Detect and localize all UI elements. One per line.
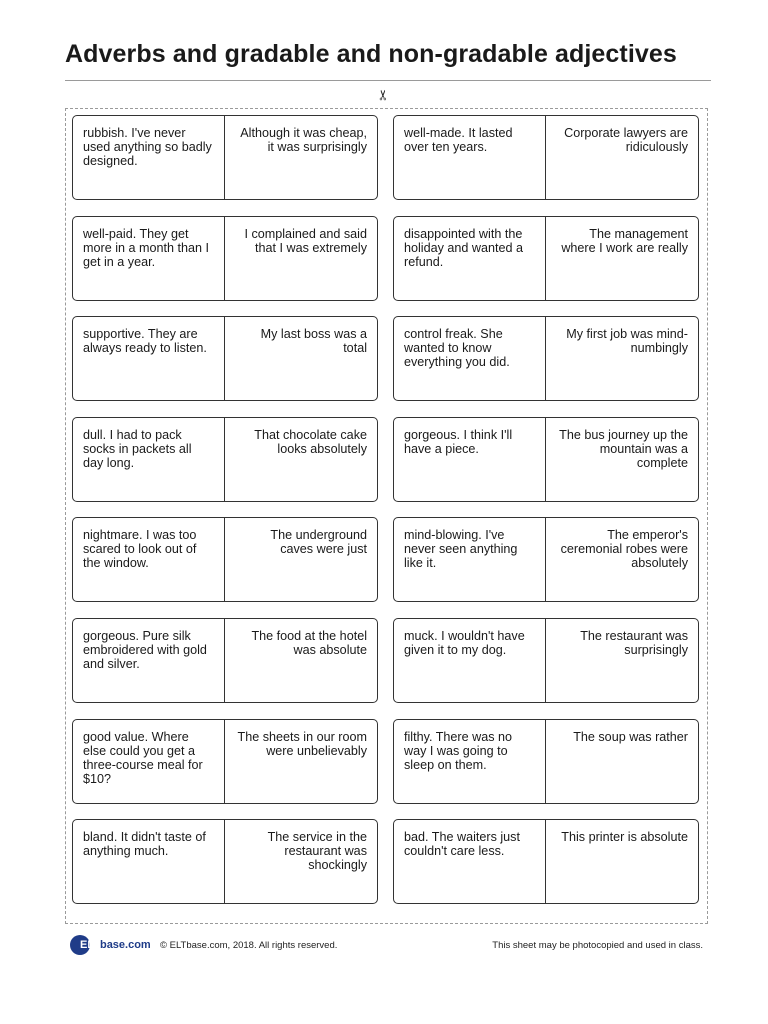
card-ending-text: filthy. There was no way I was going to sleep on them. [394,720,546,803]
logo-text [80,939,151,951]
card-beginning-text: My first job was mind-numbingly [566,327,688,356]
card-beginning-text: The restaurant was surprisingly [580,629,688,657]
title-divider [65,80,711,81]
card-ending-text: good value. Where else could you get a three-course meal for $10? [73,720,225,803]
card-ending-text: disappointed with the holiday and wanted a refund. [394,217,546,300]
photocopy-note: This sheet may be photocopied and used in class. [492,940,703,951]
card-beginning-text: The bus journey up the mountain was a complete [559,427,688,470]
card-beginning-text: This printer is absolute [561,830,688,845]
card-beginning-text: My last boss was a total [260,327,367,356]
card-ending-text: bland. It didn't taste of anything much. [73,820,225,903]
card-ending-text: supportive. They are always ready to listen. [73,317,225,400]
domino-card [393,216,699,301]
card-ending-text: muck. I wouldn't have given it to my dog. [394,619,546,702]
card-beginning-text: The management where I work are really [561,226,688,255]
domino-card [393,316,699,401]
domino-card [72,115,378,200]
eltbase-logo [70,935,151,955]
card-ending-text: mind-blowing. I've never seen anything like it. [394,518,546,601]
card-beginning-text: The emperor's ceremonial robes were absolutely [560,528,688,571]
card-ending-text: gorgeous. Pure silk embroidered with gold and silver. [73,619,225,702]
domino-card [393,819,699,904]
card-ending-text: dull. I had to pack socks in packets all day long. [73,418,225,501]
card-ending-text: nightmare. I was too scared to look out of the window. [73,518,225,601]
card-ending-text: well-made. It lasted over ten years. [394,116,546,199]
card-ending-text: control freak. She wanted to know everything you did. [394,317,546,400]
scissors-icon: ✂ [374,89,391,101]
domino-card [393,618,699,703]
card-beginning-text: Although it was cheap, it was surprisingly [240,126,367,154]
card-beginning-text: The food at the hotel was absolute [251,629,367,657]
card-beginning-text: The service in the restaurant was shockingly [267,830,367,873]
card-ending-text: gorgeous. I think I'll have a piece. [394,418,546,501]
card-beginning-text: That chocolate cake looks absolutely [254,427,367,456]
card-ending-text: well-paid. They get more in a month than I get in a year. [73,217,225,300]
domino-card [393,417,699,502]
card-beginning-text: I complained and said that I was extremely [244,226,367,255]
copyright-text: © ELTbase.com, 2018. All rights reserved. [160,940,338,951]
domino-card [72,719,378,804]
card-beginning-text: The sheets in our room were unbelievably [237,729,367,758]
domino-card [393,115,699,200]
logo-prefix: ELT [80,939,100,951]
logo-suffix: base.com [99,939,151,951]
card-ending-text: rubbish. I've never used anything so badly designed. [73,116,225,199]
domino-card [72,417,378,502]
page-title: Adverbs and gradable and non-gradable adjectives [65,40,677,68]
card-beginning-text: The soup was rather [573,729,688,744]
domino-card [72,316,378,401]
card-beginning-text: The underground caves were just [270,528,367,557]
domino-card [393,719,699,804]
domino-card [72,819,378,904]
domino-card [72,517,378,602]
domino-card [393,517,699,602]
card-beginning-text: Corporate lawyers are ridiculously [564,126,688,154]
domino-card [72,216,378,301]
card-ending-text: bad. The waiters just couldn't care less. [394,820,546,903]
domino-card [72,618,378,703]
